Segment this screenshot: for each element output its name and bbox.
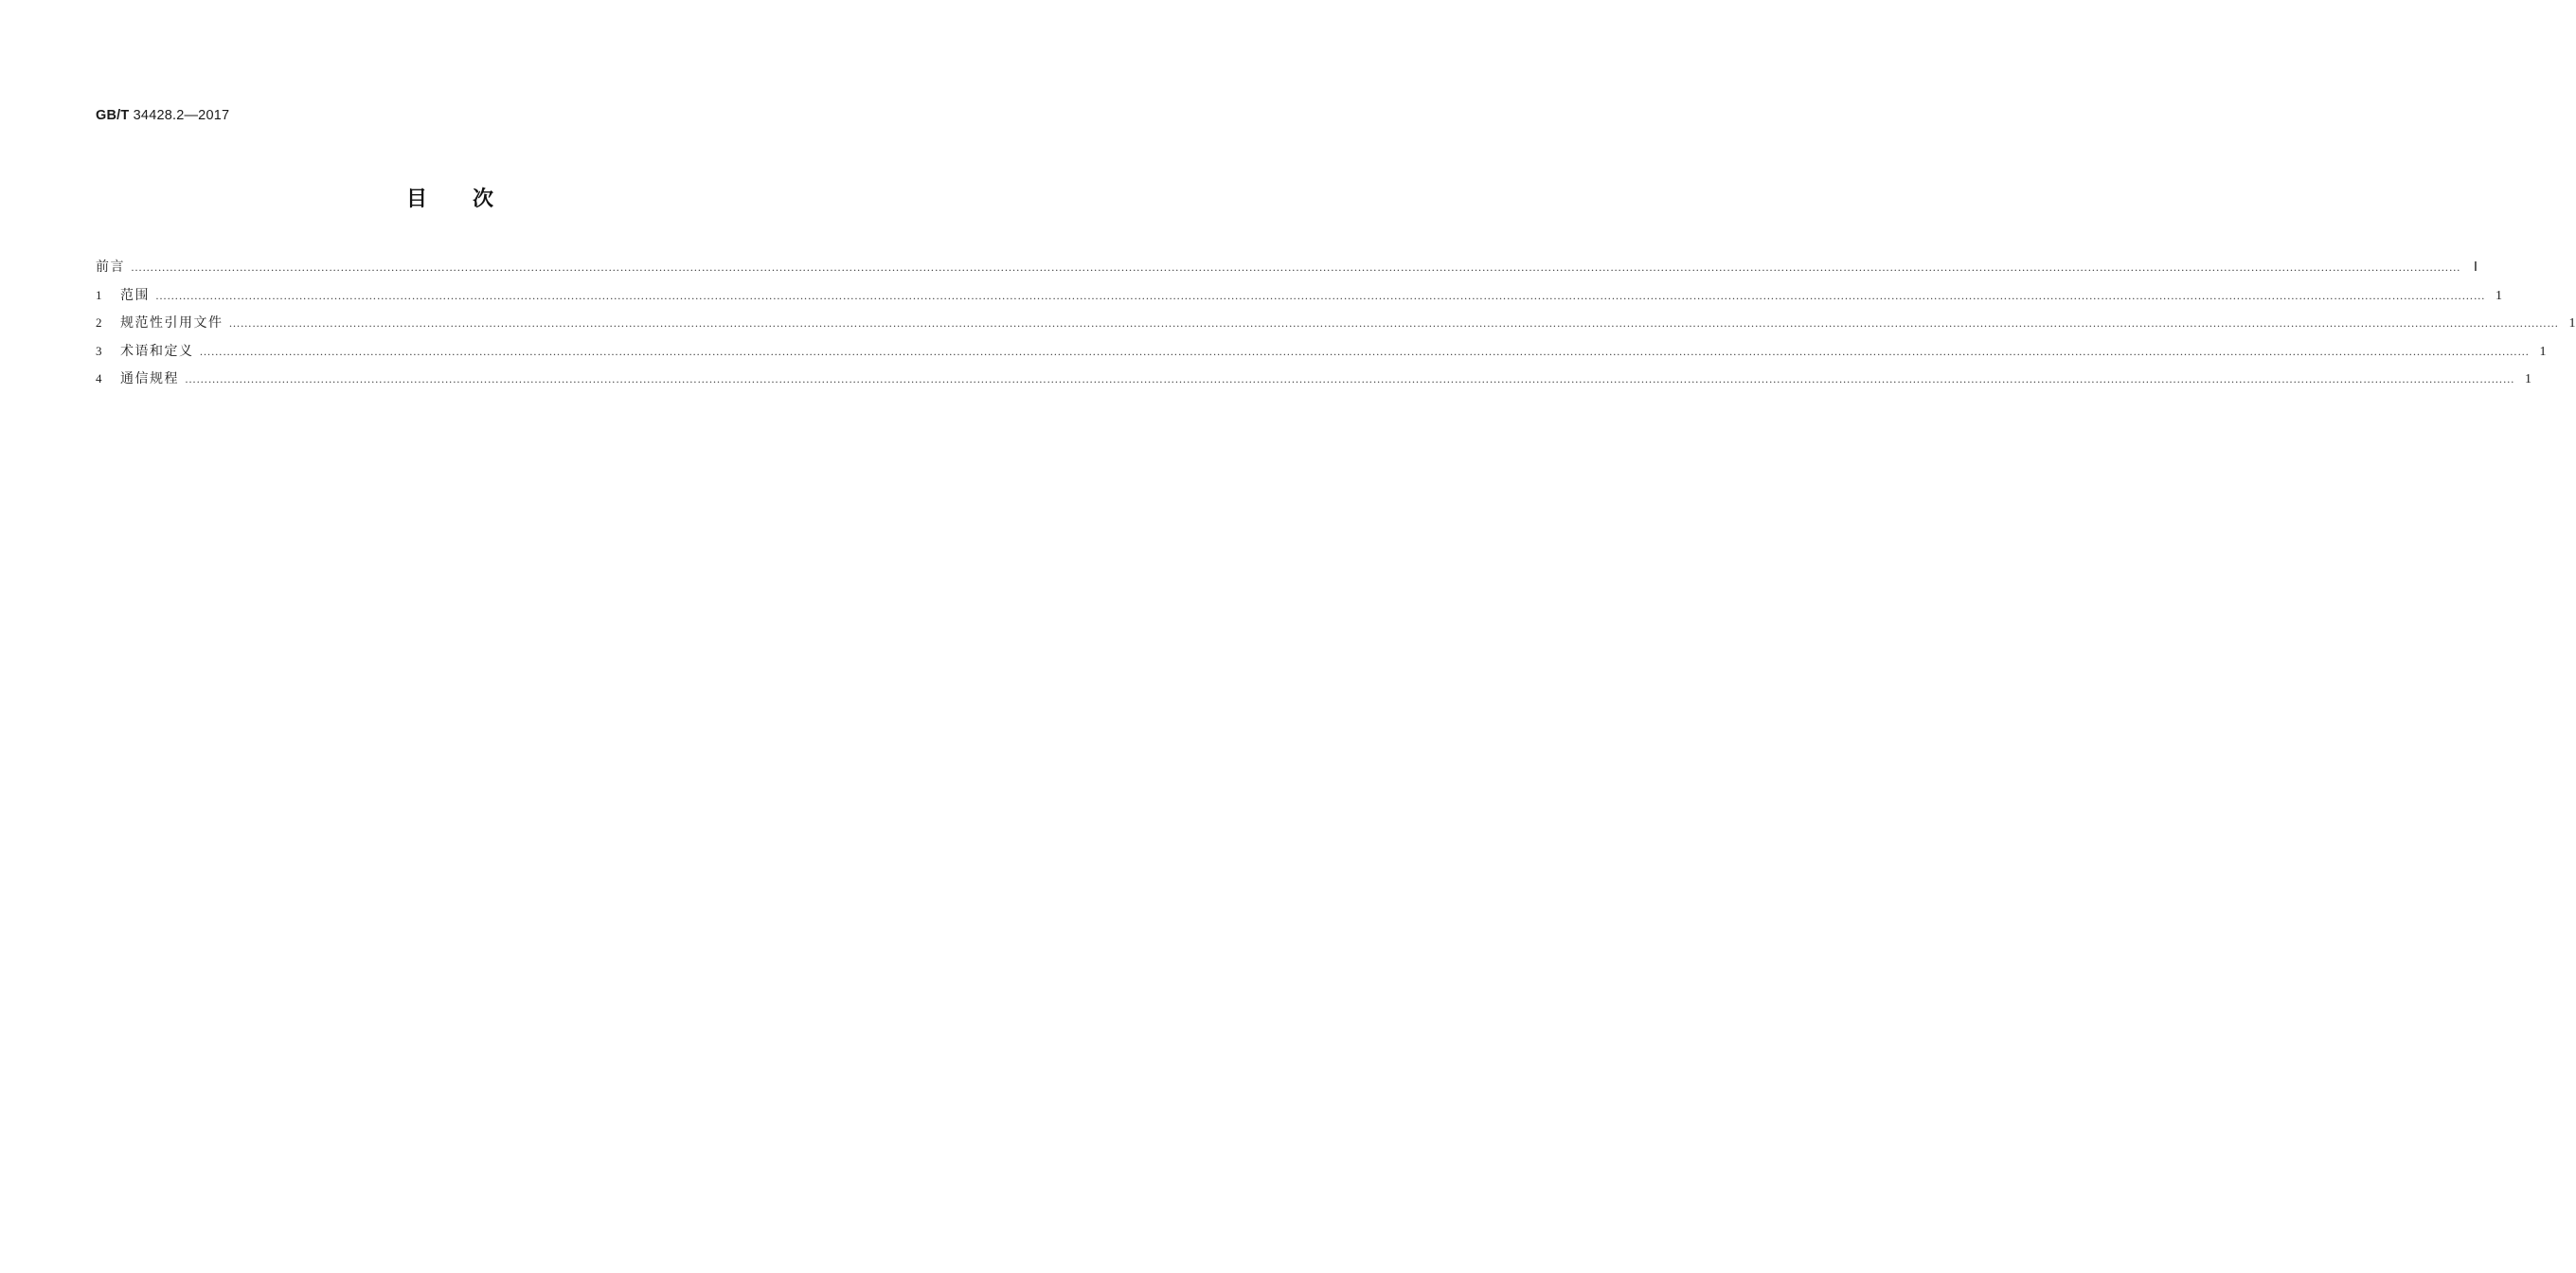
toc-entry-number: 3 [96, 343, 102, 358]
toc-entry-label: 范围 [120, 287, 150, 303]
table-of-contents [96, 257, 2576, 397]
toc-entry-label: 规范性引用文件 [120, 315, 224, 331]
toc-entry-page: 1 [2525, 372, 2531, 386]
toc-entry-page: Ⅰ [2473, 260, 2478, 275]
toc-entry-number: 4 [96, 371, 102, 385]
toc-entry-number: 1 [96, 287, 102, 302]
toc-entry-normative-references[interactable] [96, 313, 2576, 341]
dot-leader: …………………………………………………………………………………………………………………………………………………………………………………………………………………………………………………………………………………………………………………………………………………………………………………………………………………………………………………………………………………………………………………………………………………… [228, 316, 2559, 330]
dot-leader: …………………………………………………………………………………………………………………………………………………………………………………………………………………………………………………………………………………………………………………………………………………………………………………………………………………………………………………………………………………………………………………………………………………… [155, 288, 2485, 302]
toc-entry-terms-definitions[interactable] [96, 341, 2547, 369]
standard-prefix: GB/T [96, 108, 130, 123]
toc-entry-page: 1 [2568, 316, 2576, 331]
toc-entry-label: 通信规程 [120, 371, 179, 386]
toc-entry-number: 2 [96, 315, 102, 330]
toc-entry-communication-protocol[interactable] [96, 368, 2531, 397]
toc-entry-page: 1 [2539, 344, 2547, 359]
page-title [0, 186, 900, 214]
dot-leader: …………………………………………………………………………………………………………………………………………………………………………………………………………………………………………………………………………………………………………………………………………………………………………………………………………………………………………………………………………………………………………………………………………………… [199, 344, 2530, 358]
standard-number: 34428.2—2017 [133, 108, 230, 123]
toc-entry-foreword[interactable] [96, 257, 2478, 285]
toc-entry-scope[interactable] [96, 285, 2502, 314]
toc-entry-label: 术语和定义 [120, 343, 194, 359]
title-char-2: 次 [473, 188, 494, 211]
toc-entry-page: 1 [2496, 288, 2502, 303]
toc-entry-label: 前言 [96, 260, 125, 275]
dot-leader: …………………………………………………………………………………………………………………………………………………………………………………………………………………………………………………………………………………………………………………………………………………………………………………………………………………………………………………………………………………………………………………………………………………… [185, 372, 2514, 385]
standard-code [96, 108, 229, 123]
title-char-1: 目 [405, 188, 427, 211]
dot-leader: …………………………………………………………………………………………………………………………………………………………………………………………………………………………………………………………………………………………………………………………………………………………………………………………………………………………………………………………………………………………………………………………………………………… [131, 260, 2460, 274]
